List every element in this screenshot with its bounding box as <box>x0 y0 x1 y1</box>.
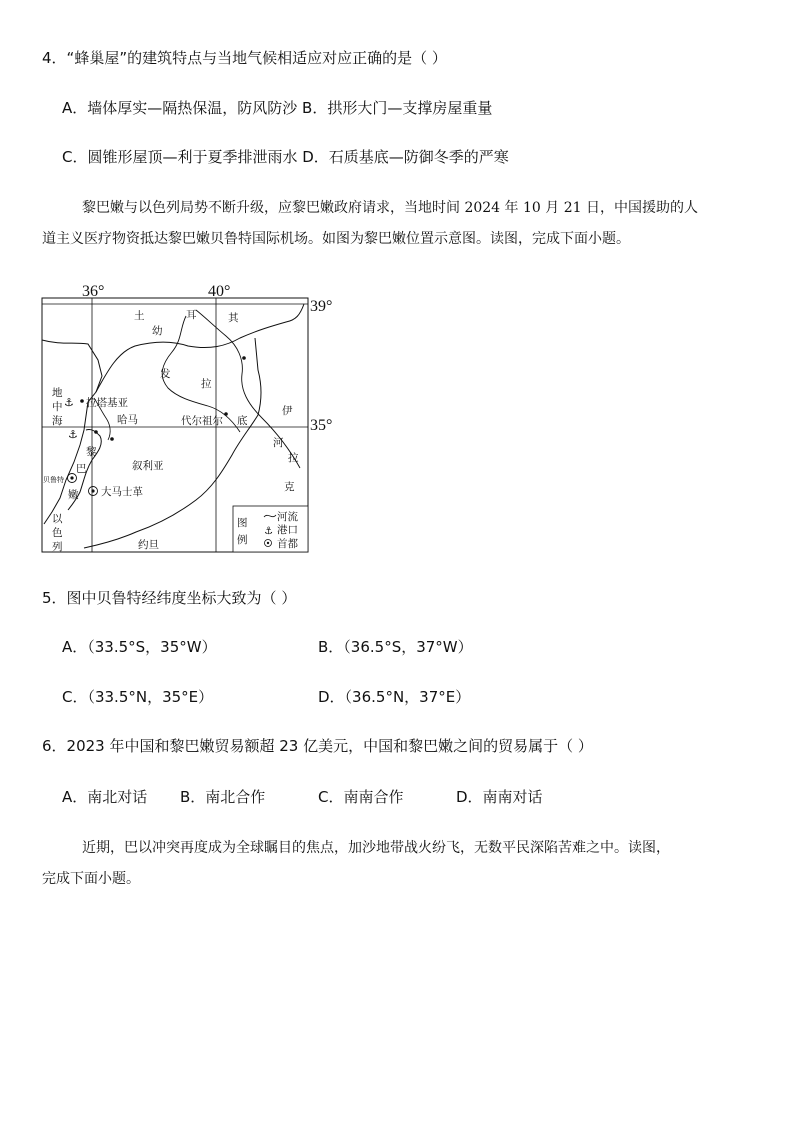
homs-dot <box>94 430 98 434</box>
label-euphrates-3: 拉 <box>201 378 212 390</box>
lon-36-label: 36° <box>82 283 105 300</box>
legend-title-1: 图 <box>237 517 248 529</box>
q5-option-a: A．（33.5°S，35°W） <box>62 638 217 656</box>
passage2-line1: 近期，巴以冲突再度成为全球瞩目的焦点，加沙地带战火纷飞，无数平民深陷苦难之中。读图， <box>82 840 670 856</box>
q5-option-d: D．（36.5°N，37°E） <box>318 688 471 706</box>
label-lebanon-1: 黎 <box>86 446 97 458</box>
label-sea-2: 中 <box>52 401 63 413</box>
hama-dot <box>110 437 114 441</box>
label-beirut: 贝鲁特 <box>43 476 64 484</box>
passage1-line1: 黎巴嫩与以色列局势不断升级，应黎巴嫩政府请求，当地时间 2024 年 10 月 21 日，中国援助的人 <box>82 200 698 216</box>
label-turkey-2: 耳 <box>186 309 197 321</box>
latakia-dot <box>80 399 84 403</box>
label-deir: 代尔祖尔 <box>181 415 223 427</box>
q6-stem: 6．2023 年中国和黎巴嫩贸易额超 23 亿美元，中国和黎巴嫩之间的贸易属于（ ） <box>42 737 593 755</box>
q4-stem: 4．“蜂巢屋”的建筑特点与当地气候相适应对应正确的是（ ） <box>42 49 447 67</box>
legend-port: 港口 <box>277 524 298 536</box>
port-anchor-icon-2: ⚓ <box>68 428 78 441</box>
legend-port-icon: ⚓ <box>264 526 273 537</box>
q4-options-cd: C．圆锥形屋顶—利于夏季排泄雨水 D．石质基底—防御冬季的严寒 <box>62 148 509 166</box>
legend-capital: 首都 <box>277 538 298 550</box>
q4-options-ab: A．墙体厚实—隔热保温，防风防沙 B．拱形大门—支撑房屋重量 <box>62 99 493 117</box>
label-israel-1: 以 <box>52 513 63 525</box>
lat-39-label: 39° <box>310 298 333 315</box>
label-lebanon-2: 巴 <box>76 463 87 475</box>
label-iraq-2: 拉 <box>288 452 299 464</box>
lat-35-label: 35° <box>310 417 333 434</box>
q6-option-b: B．南北合作 <box>180 788 266 806</box>
legend-title-2: 例 <box>237 534 248 546</box>
label-lebanon-3: 嫩 <box>68 489 79 501</box>
label-sea-1: 地 <box>52 387 63 399</box>
label-hama: 哈马 <box>117 414 138 426</box>
q6-option-d: D．南南对话 <box>456 788 543 806</box>
label-euphrates-1: 幼 <box>152 325 163 337</box>
label-latakia: 拉塔基亚 <box>86 397 128 409</box>
q5-stem: 5．图中贝鲁特经纬度坐标大致为（ ） <box>42 589 297 607</box>
city-dot <box>242 356 246 360</box>
label-sea-3: 海 <box>52 415 63 427</box>
label-jordan: 约旦 <box>138 539 159 551</box>
label-river-tigris: 河 <box>273 437 284 449</box>
q5-option-c: C．（33.5°N，35°E） <box>62 688 214 706</box>
label-iraq-3: 克 <box>284 481 295 493</box>
label-damascus: 大马士革 <box>101 486 143 498</box>
passage2-line2: 完成下面小题。 <box>42 871 140 887</box>
q5-option-b: B．（36.5°S，37°W） <box>318 638 473 656</box>
legend-river: 河流 <box>277 511 298 523</box>
label-iraq-1: 伊 <box>282 405 293 417</box>
label-israel-3: 列 <box>52 541 63 553</box>
passage1-line2: 道主义医疗物资抵达黎巴嫩贝鲁特国际机场。如图为黎巴嫩位置示意图。读图，完成下面小题。 <box>42 231 630 247</box>
label-euphrates-4: 底 <box>237 415 248 427</box>
border-turkey <box>96 304 304 392</box>
q6-option-a: A．南北对话 <box>62 788 148 806</box>
label-israel-2: 色 <box>52 527 63 539</box>
label-euphrates-2: 发 <box>160 368 171 380</box>
deir-dot <box>224 412 228 416</box>
q6-option-c: C．南南合作 <box>318 788 404 806</box>
port-anchor-icon: ⚓ <box>64 396 74 409</box>
label-turkey-1: 土 <box>134 310 145 322</box>
tigris-river <box>196 310 300 468</box>
lon-40-label: 40° <box>208 283 231 300</box>
label-turkey-3: 其 <box>228 312 239 324</box>
label-syria: 叙利亚 <box>132 460 164 472</box>
